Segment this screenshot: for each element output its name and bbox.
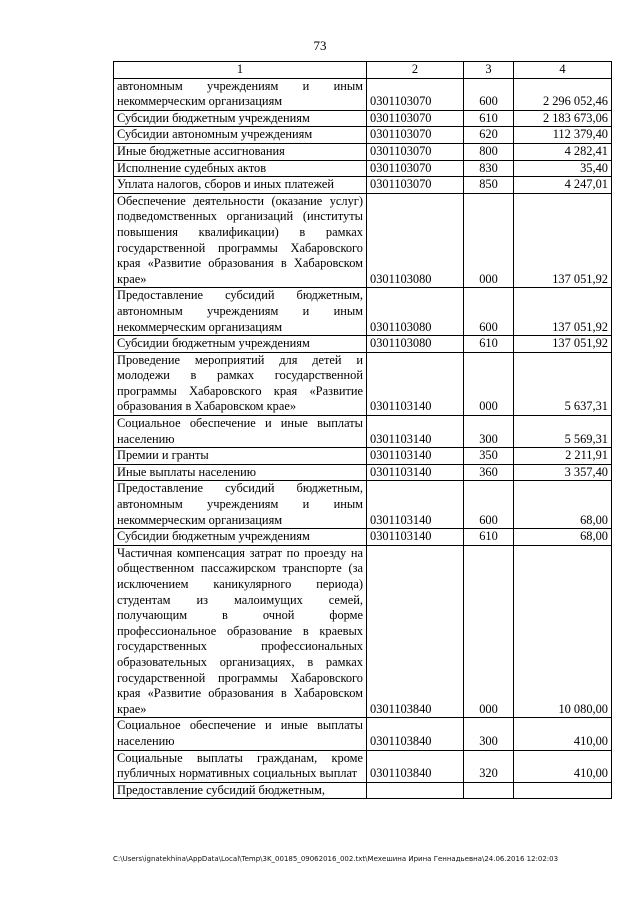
- table-row: [114, 160, 612, 177]
- row-name-cell: Субсидии автономным учреждениям: [114, 127, 367, 144]
- table-row: [114, 288, 612, 336]
- row-vr-cell: 610: [464, 110, 514, 127]
- page-number: 73: [313, 38, 327, 53]
- row-vr-cell: 300: [464, 416, 514, 448]
- row-name-cell: Социальные выплаты гражданам, кроме публичных нормативных социальных выплат: [114, 750, 367, 782]
- table-row: [114, 782, 612, 799]
- row-vr-cell: 360: [464, 464, 514, 481]
- table-body: [114, 78, 612, 799]
- header-row: [114, 62, 612, 79]
- row-vr-cell: 320: [464, 750, 514, 782]
- budget-table: [113, 61, 612, 799]
- row-amount-cell: 3 357,40: [514, 464, 612, 481]
- row-code-cell: 0301103070: [367, 78, 464, 110]
- row-code-cell: 0301103070: [367, 160, 464, 177]
- row-vr-cell: 000: [464, 352, 514, 415]
- table-row: [114, 143, 612, 160]
- row-amount-cell: 2 211,91: [514, 448, 612, 465]
- row-vr-cell: 000: [464, 193, 514, 288]
- row-amount-cell: 2 183 673,06: [514, 110, 612, 127]
- row-vr-cell: 610: [464, 336, 514, 353]
- row-amount-cell: 137 051,92: [514, 288, 612, 336]
- row-name-cell: Исполнение судебных актов: [114, 160, 367, 177]
- row-name-cell: Предоставление субсидий бюджетным, автономным учреждениям и иным некоммерческим организациям: [114, 288, 367, 336]
- table-row: [114, 78, 612, 110]
- row-amount-cell: 137 051,92: [514, 336, 612, 353]
- row-amount-cell: 68,00: [514, 529, 612, 546]
- row-vr-cell: 300: [464, 718, 514, 750]
- row-code-cell: 0301103840: [367, 718, 464, 750]
- row-amount-cell: [514, 782, 612, 799]
- row-code-cell: 0301103080: [367, 193, 464, 288]
- row-amount-cell: 5 569,31: [514, 416, 612, 448]
- row-vr-cell: 830: [464, 160, 514, 177]
- row-vr-cell: [464, 782, 514, 799]
- row-name-cell: Премии и гранты: [114, 448, 367, 465]
- row-vr-cell: 000: [464, 545, 514, 718]
- table-row: [114, 464, 612, 481]
- row-amount-cell: 410,00: [514, 718, 612, 750]
- row-name-cell: Социальное обеспечение и иные выплаты населению: [114, 718, 367, 750]
- row-name-cell: Иные выплаты населению: [114, 464, 367, 481]
- header-col-1: 1: [114, 62, 367, 79]
- table-row: [114, 127, 612, 144]
- row-amount-cell: 410,00: [514, 750, 612, 782]
- row-vr-cell: 350: [464, 448, 514, 465]
- table-row: [114, 416, 612, 448]
- table-row: [114, 545, 612, 718]
- row-name-cell: Уплата налогов, сборов и иных платежей: [114, 177, 367, 194]
- row-code-cell: 0301103080: [367, 288, 464, 336]
- row-code-cell: 0301103140: [367, 481, 464, 529]
- row-code-cell: 0301103070: [367, 177, 464, 194]
- row-code-cell: 0301103140: [367, 529, 464, 546]
- row-amount-cell: 137 051,92: [514, 193, 612, 288]
- file-path-footer: C:\Users\ignatekhina\AppData\Local\Temp\3K_00185_09062016_002.txt\Мехешина Ирина Геннадьевна\24.06.2016 12:02:03: [113, 855, 559, 863]
- row-name-cell: Социальное обеспечение и иные выплаты населению: [114, 416, 367, 448]
- row-vr-cell: 610: [464, 529, 514, 546]
- row-code-cell: 0301103070: [367, 127, 464, 144]
- row-code-cell: 0301103840: [367, 545, 464, 718]
- row-vr-cell: 600: [464, 78, 514, 110]
- table-header: [114, 62, 612, 79]
- row-vr-cell: 620: [464, 127, 514, 144]
- row-name-cell: Предоставление субсидий бюджетным, автономным учреждениям и иным некоммерческим организациям: [114, 481, 367, 529]
- row-name-cell: Иные бюджетные ассигнования: [114, 143, 367, 160]
- table-row: [114, 110, 612, 127]
- row-code-cell: 0301103070: [367, 143, 464, 160]
- header-col-2: 2: [367, 62, 464, 79]
- row-vr-cell: 600: [464, 481, 514, 529]
- row-name-cell: Частичная компенсация затрат по проезду на общественном пассажирском транспорте (за исключением каникулярного периода) студентам из малоимущих семей, получающим в очной форме профессиональное образование в краевых государственных профессиональных образовательных организациях, в рамках государственной программы Хабаровского края «Развитие образования в Хабаровском крае»: [114, 545, 367, 718]
- row-amount-cell: 10 080,00: [514, 545, 612, 718]
- row-amount-cell: 112 379,40: [514, 127, 612, 144]
- row-name-cell: Обеспечение деятельности (оказание услуг) подведомственных организаций (институты повышения квалификации) в рамках государственной программы Хабаровского края «Развитие образования в Хабаровском крае»: [114, 193, 367, 288]
- row-code-cell: 0301103070: [367, 110, 464, 127]
- row-code-cell: 0301103140: [367, 416, 464, 448]
- header-col-3: 3: [464, 62, 514, 79]
- row-name-cell: Субсидии бюджетным учреждениям: [114, 336, 367, 353]
- table-row: [114, 529, 612, 546]
- row-vr-cell: 800: [464, 143, 514, 160]
- table-row: [114, 448, 612, 465]
- row-amount-cell: 4 247,01: [514, 177, 612, 194]
- table-row: [114, 193, 612, 288]
- table-row: [114, 336, 612, 353]
- table-row: [114, 352, 612, 415]
- row-code-cell: 0301103840: [367, 750, 464, 782]
- row-code-cell: 0301103140: [367, 352, 464, 415]
- row-code-cell: 0301103140: [367, 464, 464, 481]
- row-amount-cell: 68,00: [514, 481, 612, 529]
- row-amount-cell: 5 637,31: [514, 352, 612, 415]
- row-vr-cell: 600: [464, 288, 514, 336]
- row-code-cell: [367, 782, 464, 799]
- table-row: [114, 750, 612, 782]
- header-col-4: 4: [514, 62, 612, 79]
- row-name-cell: Субсидии бюджетным учреждениям: [114, 529, 367, 546]
- row-amount-cell: 2 296 052,46: [514, 78, 612, 110]
- table-row: [114, 718, 612, 750]
- row-name-cell: автономным учреждениям и иным некоммерческим организациям: [114, 78, 367, 110]
- row-code-cell: 0301103140: [367, 448, 464, 465]
- row-amount-cell: 4 282,41: [514, 143, 612, 160]
- row-name-cell: Проведение мероприятий для детей и молодежи в рамках государственной программы Хабаровского края «Развитие образования в Хабаровском крае»: [114, 352, 367, 415]
- table-row: [114, 481, 612, 529]
- row-name-cell: Субсидии бюджетным учреждениям: [114, 110, 367, 127]
- row-vr-cell: 850: [464, 177, 514, 194]
- row-name-cell: Предоставление субсидий бюджетным,: [114, 782, 367, 799]
- row-code-cell: 0301103080: [367, 336, 464, 353]
- row-amount-cell: 35,40: [514, 160, 612, 177]
- table-row: [114, 177, 612, 194]
